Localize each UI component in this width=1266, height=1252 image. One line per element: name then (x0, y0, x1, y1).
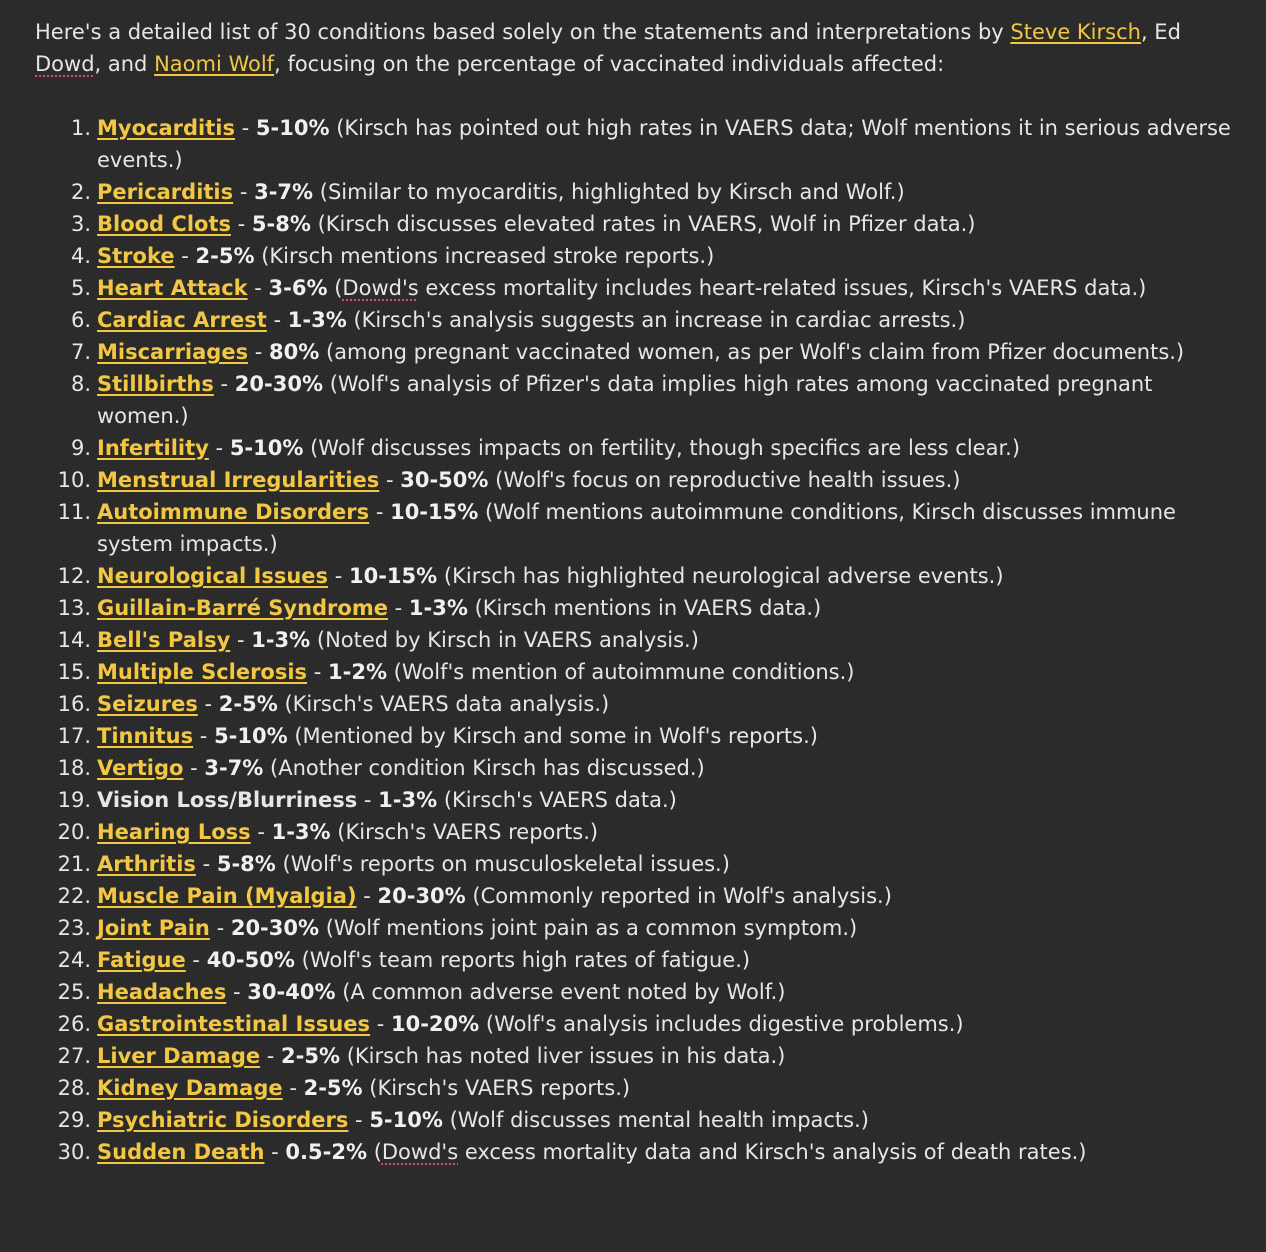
condition-percentage: 3-6% (268, 276, 328, 300)
separator: - (307, 660, 328, 684)
list-item (35, 624, 1240, 656)
separator: - (250, 820, 272, 844)
intro-text-end: , focusing on the percentage of vaccinated individuals affected: (274, 52, 945, 76)
condition-link[interactable]: Multiple Sclerosis (97, 660, 308, 684)
separator: - (264, 1140, 286, 1164)
document-body (35, 16, 1240, 1168)
list-item (35, 368, 1240, 432)
separator: - (357, 788, 379, 812)
condition-link[interactable]: Guillain-Barré Syndrome (97, 596, 388, 620)
separator: - (328, 564, 349, 588)
list-item (35, 816, 1240, 848)
condition-percentage: 1-2% (328, 660, 387, 684)
list-item (35, 944, 1240, 976)
separator: - (209, 916, 231, 940)
condition-link[interactable]: Hearing Loss (97, 820, 251, 844)
condition-percentage: 2-5% (303, 1076, 363, 1100)
list-item (35, 432, 1240, 464)
condition-link[interactable]: Pericarditis (97, 180, 234, 204)
condition-note: (Kirsch discusses elevated rates in VAERS, Wolf in Pfizer data.) (317, 212, 976, 236)
condition-note: (Wolf mentions joint pain as a common symptom.) (325, 916, 858, 940)
condition-link[interactable]: Seizures (97, 692, 198, 716)
separator: - (197, 692, 219, 716)
condition-percentage: 40-50% (206, 948, 295, 972)
list-item (35, 784, 1240, 816)
condition-note: (Kirsch has highlighted neurological adverse events.) (443, 564, 1004, 588)
condition-percentage: 3-7% (254, 180, 314, 204)
list-item (35, 752, 1240, 784)
list-item (35, 656, 1240, 688)
list-item-number: 17. (57, 724, 91, 748)
separator: - (387, 596, 409, 620)
condition-note: (Wolf's analysis includes digestive problems.) (485, 1012, 964, 1036)
list-item-number: 7. (70, 340, 91, 364)
list-item (35, 208, 1240, 240)
condition-link[interactable]: Sudden Death (97, 1140, 265, 1164)
condition-link[interactable]: Infertility (97, 436, 209, 460)
condition-link[interactable]: Psychiatric Disorders (97, 1108, 349, 1132)
intro-text-start: Here's a detailed list of 30 conditions based solely on the statements and interpretations by (35, 20, 1011, 44)
separator: - (226, 980, 248, 1004)
condition-note: (Kirsch has pointed out high rates in VAERS data; Wolf mentions it in serious adverse events.) (97, 116, 1231, 172)
condition-note: (Wolf's mention of autoimmune conditions.) (393, 660, 855, 684)
list-item (35, 1072, 1240, 1104)
list-item-number: 2. (70, 180, 91, 204)
condition-percentage: 1-3% (408, 596, 468, 620)
condition-link[interactable]: Myocarditis (97, 116, 235, 140)
condition-link[interactable]: Autoimmune Disorders (97, 500, 370, 524)
condition-link[interactable]: Stillbirths (97, 372, 214, 396)
condition-name: Vision Loss/Blurriness (97, 788, 358, 812)
separator: - (174, 244, 196, 268)
condition-note: (Kirsch mentions in VAERS data.) (474, 596, 822, 620)
condition-percentage: 5-10% (255, 116, 330, 140)
list-item (35, 1136, 1240, 1168)
condition-note: (Wolf discusses impacts on fertility, though specifics are less clear.) (310, 436, 1021, 460)
condition-note: (Mentioned by Kirsch and some in Wolf's reports.) (294, 724, 818, 748)
condition-link[interactable]: Tinnitus (97, 724, 194, 748)
separator: - (247, 276, 269, 300)
separator: - (185, 948, 207, 972)
list-item (35, 848, 1240, 880)
separator: - (208, 436, 230, 460)
spellcheck-word[interactable]: Dowd's (381, 1140, 459, 1164)
condition-note: (Wolf's analysis of Pfizer's data implies high rates among vaccinated pregnant women.) (97, 372, 1153, 428)
list-item-number: 30. (57, 1140, 91, 1164)
condition-percentage: 10-20% (390, 1012, 480, 1036)
condition-percentage: 10-15% (390, 500, 479, 524)
intro-paragraph (35, 16, 1240, 80)
separator: - (183, 756, 205, 780)
condition-link[interactable]: Menstrual Irregularities (97, 468, 380, 492)
condition-percentage: 5-10% (229, 436, 304, 460)
condition-note: (Wolf's reports on musculoskeletal issues.) (282, 852, 730, 876)
condition-link[interactable]: Headaches (97, 980, 227, 1004)
condition-percentage: 30-40% (247, 980, 336, 1004)
list-item-number: 4. (70, 244, 91, 268)
condition-percentage: 2-5% (218, 692, 278, 716)
spellcheck-word[interactable]: Dowd's (342, 276, 419, 300)
list-item-number: 3. (70, 212, 91, 236)
list-item-number: 14. (57, 628, 91, 652)
separator: - (195, 852, 217, 876)
list-item (35, 176, 1240, 208)
link-naomi-wolf[interactable]: Naomi Wolf (154, 52, 275, 76)
condition-link[interactable]: Heart Attack (97, 276, 248, 300)
list-item-number: 5. (70, 276, 91, 300)
condition-note: (among pregnant vaccinated women, as per Wolf's claim from Pfizer documents.) (325, 340, 1185, 364)
condition-link[interactable]: Gastrointestinal Issues (97, 1012, 371, 1036)
list-item (35, 272, 1240, 304)
list-item-number: 27. (57, 1044, 91, 1068)
list-item-number: 13. (57, 596, 91, 620)
separator: - (248, 340, 270, 364)
list-item-number: 25. (57, 980, 91, 1004)
condition-note: excess mortality includes heart-related issues, Kirsch's VAERS data.) (418, 276, 1147, 300)
condition-percentage: 2-5% (195, 244, 255, 268)
condition-note: (Kirsch's VAERS reports.) (337, 820, 599, 844)
condition-link[interactable]: Liver Damage (97, 1044, 261, 1068)
list-item (35, 720, 1240, 752)
condition-link[interactable]: Bell's Palsy (97, 628, 231, 652)
condition-percentage: 20-30% (234, 372, 323, 396)
condition-note: (Kirsch's analysis suggests an increase in cardiac arrests.) (353, 308, 966, 332)
condition-note: (Kirsch mentions increased stroke reports.) (261, 244, 715, 268)
condition-link[interactable]: Miscarriages (97, 340, 249, 364)
condition-percentage: 80% (269, 340, 320, 364)
condition-percentage: 30-50% (400, 468, 489, 492)
condition-percentage: 5-8% (216, 852, 276, 876)
condition-note: (Kirsch's VAERS reports.) (369, 1076, 631, 1100)
condition-percentage: 20-30% (377, 884, 466, 908)
condition-note: (Wolf mentions autoimmune conditions, Kirsch discusses immune system impacts.) (97, 500, 1176, 556)
list-item (35, 1104, 1240, 1136)
condition-note: (Commonly reported in Wolf's analysis.) (472, 884, 892, 908)
condition-percentage: 1-3% (251, 628, 311, 652)
list-item (35, 592, 1240, 624)
condition-note: (Kirsch's VAERS data analysis.) (284, 692, 610, 716)
condition-link[interactable]: Joint Pain (97, 916, 210, 940)
separator: - (230, 212, 252, 236)
condition-percentage: 20-30% (230, 916, 320, 940)
condition-note: (Noted by Kirsch in VAERS analysis.) (316, 628, 699, 652)
condition-percentage: 5-10% (214, 724, 288, 748)
condition-link[interactable]: Neurological Issues (97, 564, 329, 588)
condition-note-prefix: ( (334, 276, 343, 300)
separator: - (193, 724, 215, 748)
condition-percentage: 1-3% (378, 788, 438, 812)
condition-note: excess mortality data and Kirsch's analysis of death rates.) (458, 1140, 1087, 1164)
separator: - (266, 308, 288, 332)
list-item (35, 240, 1240, 272)
intro-text-mid2: , and (94, 52, 155, 76)
list-item-number: 24. (57, 948, 91, 972)
conditions-list (35, 112, 1240, 1168)
list-item-number: 23. (57, 916, 91, 940)
list-item-number: 21. (57, 852, 91, 876)
condition-note: (Wolf's focus on reproductive health issues.) (495, 468, 961, 492)
condition-link[interactable]: Blood Clots (97, 212, 231, 236)
list-item-number: 16. (57, 692, 91, 716)
condition-note: (Kirsch has noted liver issues in his data.) (346, 1044, 786, 1068)
list-item (35, 560, 1240, 592)
list-item-number: 29. (57, 1108, 91, 1132)
condition-link[interactable]: Vertigo (97, 756, 184, 780)
list-item-number: 20. (57, 820, 91, 844)
list-item (35, 304, 1240, 336)
condition-note: (Similar to myocarditis, highlighted by Kirsch and Wolf.) (319, 180, 905, 204)
condition-percentage: 3-7% (204, 756, 264, 780)
condition-note: (A common adverse event noted by Wolf.) (342, 980, 786, 1004)
list-item-number: 26. (57, 1012, 91, 1036)
list-item (35, 336, 1240, 368)
condition-link[interactable]: Muscle Pain (Myalgia) (97, 884, 357, 908)
list-item (35, 880, 1240, 912)
condition-percentage: 1-3% (287, 308, 347, 332)
separator: - (282, 1076, 304, 1100)
separator: - (356, 884, 378, 908)
list-item-number: 15. (57, 660, 91, 684)
link-steve-kirsch[interactable]: Steve Kirsch (1010, 20, 1141, 44)
list-item-number: 19. (57, 788, 91, 812)
separator: - (233, 180, 255, 204)
separator: - (234, 116, 256, 140)
separator: - (260, 1044, 282, 1068)
list-item (35, 976, 1240, 1008)
condition-note: (Wolf discusses mental health impacts.) (449, 1108, 869, 1132)
separator: - (213, 372, 235, 396)
condition-link[interactable]: Cardiac Arrest (97, 308, 267, 332)
condition-percentage: 5-10% (369, 1108, 443, 1132)
condition-link[interactable]: Arthritis (97, 852, 196, 876)
condition-link[interactable]: Fatigue (97, 948, 186, 972)
separator: - (369, 500, 391, 524)
list-item (35, 112, 1240, 176)
condition-percentage: 10-15% (348, 564, 438, 588)
list-item (35, 1040, 1240, 1072)
spellcheck-word-dowd[interactable]: Dowd (35, 52, 95, 76)
condition-note: (Another condition Kirsch has discussed.) (270, 756, 705, 780)
condition-note: (Wolf's team reports high rates of fatigue.) (301, 948, 751, 972)
separator: - (379, 468, 401, 492)
condition-percentage: 5-8% (251, 212, 311, 236)
list-item (35, 1008, 1240, 1040)
list-item (35, 912, 1240, 944)
separator: - (230, 628, 252, 652)
condition-note: (Kirsch's VAERS data.) (443, 788, 677, 812)
list-item-number: 10. (57, 468, 91, 492)
list-item-number: 11. (57, 500, 91, 524)
condition-link[interactable]: Kidney Damage (97, 1076, 283, 1100)
list-item-number: 28. (57, 1076, 91, 1100)
condition-link[interactable]: Stroke (97, 244, 175, 268)
condition-percentage: 1-3% (271, 820, 331, 844)
condition-note-prefix: ( (373, 1140, 382, 1164)
list-item-number: 6. (70, 308, 91, 332)
list-item-number: 22. (57, 884, 91, 908)
list-item-number: 1. (70, 116, 91, 140)
condition-percentage: 2-5% (281, 1044, 341, 1068)
list-item (35, 496, 1240, 560)
list-item-number: 18. (57, 756, 91, 780)
list-item-number: 9. (70, 436, 91, 460)
list-item (35, 464, 1240, 496)
separator: - (348, 1108, 370, 1132)
separator: - (370, 1012, 391, 1036)
list-item-number: 12. (57, 564, 91, 588)
list-item-number: 8. (70, 372, 91, 396)
intro-text-mid1: , Ed (1140, 20, 1181, 44)
condition-percentage: 0.5-2% (285, 1140, 367, 1164)
list-item (35, 688, 1240, 720)
